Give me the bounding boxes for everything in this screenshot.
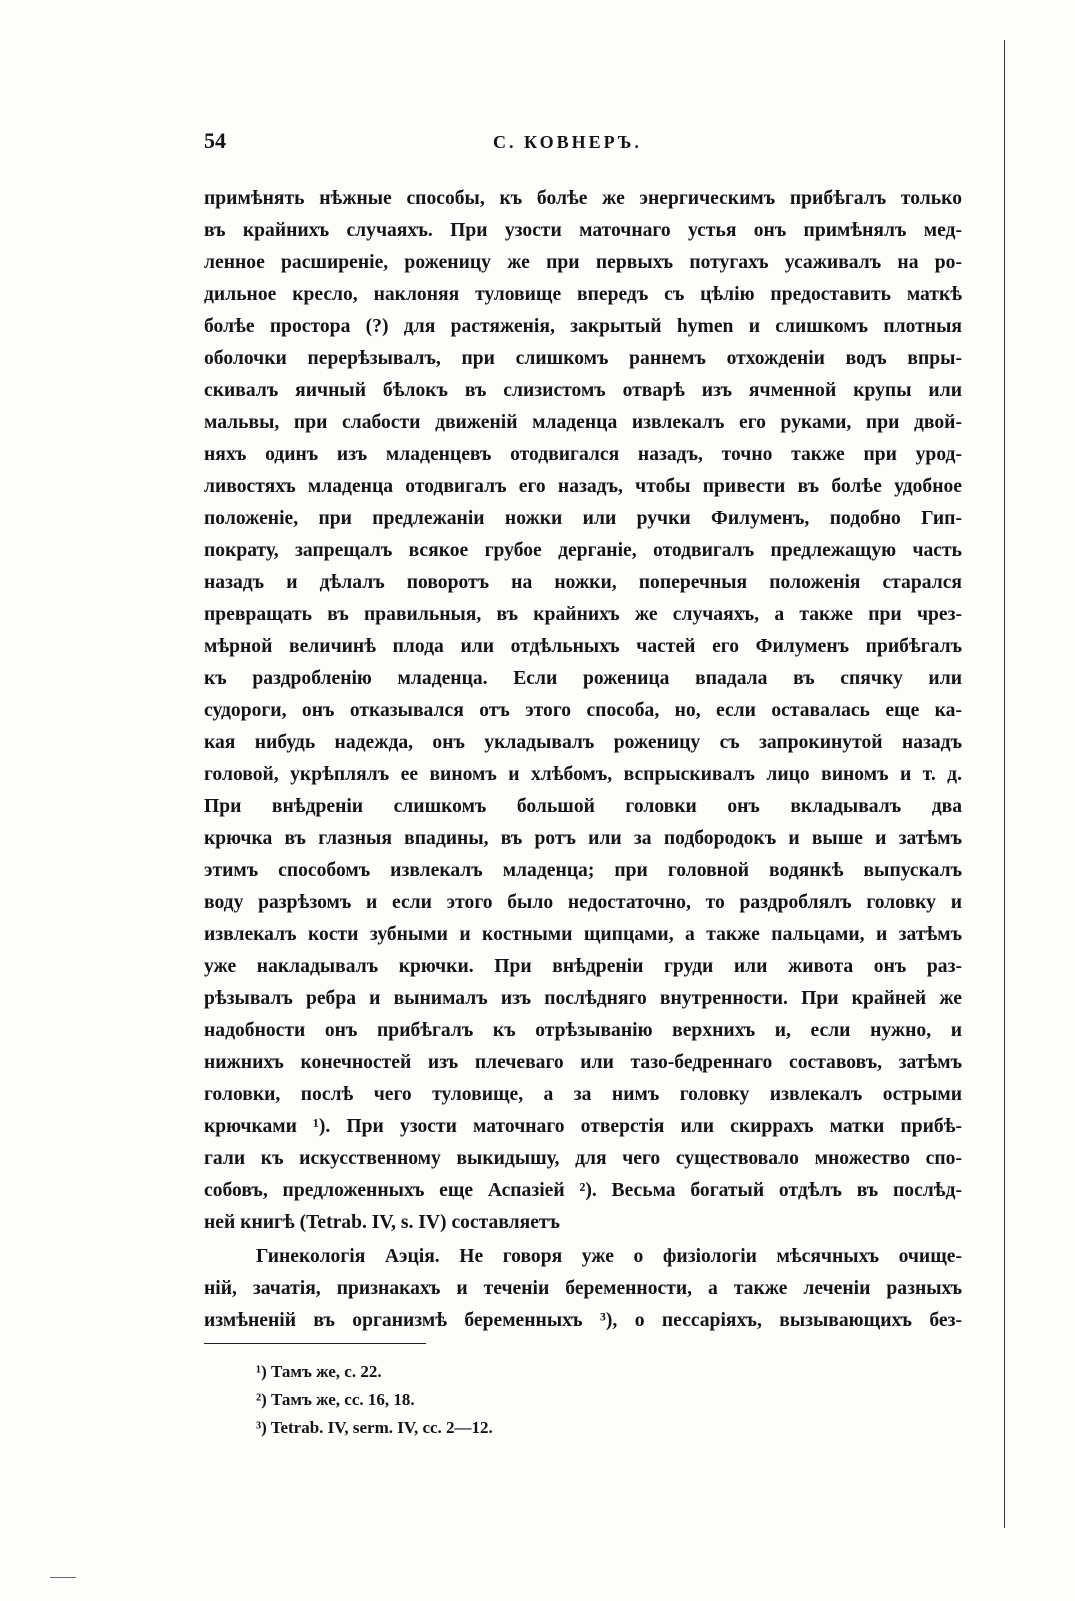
- text-line: крючка въ глазныя впадины, въ ротъ или за подбородокъ и выше и затѣмъ: [204, 828, 962, 849]
- text-line: измѣненій въ организмѣ беременныхъ ³), о пессаріяхъ, вызывающихъ без-: [204, 1310, 962, 1331]
- text-line: собовъ, предложенныхъ еще Аспазіей ²). Весьма богатый отдѣлъ въ послѣд-: [204, 1180, 962, 1201]
- text-line: головой, укрѣплялъ ее виномъ и хлѣбомъ, вспрыскивалъ лицо виномъ и т. д.: [204, 764, 962, 785]
- text-line: головки, послѣ чего туловище, а за нимъ головку извлекалъ острыми: [204, 1084, 962, 1105]
- text-line: извлекалъ кости зубными и костными щипцами, а также пальцами, и затѣмъ: [204, 924, 962, 945]
- text-line: мѣрной величинѣ плода или отдѣльныхъ частей его Филуменъ прибѣгалъ: [204, 636, 962, 657]
- right-margin-rule: [1004, 40, 1005, 1528]
- text-line: При внѣдреніи слишкомъ большой головки онъ вкладывалъ два: [204, 796, 962, 817]
- text-line: ливостяхъ младенца отодвигалъ его назадъ, чтобы привести въ болѣе удобное: [204, 476, 962, 497]
- text-line: положеніе, при предлежаніи ножки или ручки Филуменъ, подобно Гип-: [204, 508, 962, 529]
- text-line: этимъ способомъ извлекалъ младенца; при головной водянкѣ выпускалъ: [204, 860, 962, 881]
- text-line: назадъ и дѣлалъ поворотъ на ножки, поперечныя положенія старался: [204, 572, 962, 593]
- text-line: ней книгѣ (Tetrab. IV, s. IV) составляетъ: [204, 1212, 560, 1233]
- footnote: ¹) Тамъ же, с. 22.: [256, 1362, 382, 1381]
- text-line: дильное кресло, наклоняя туловище впередъ съ цѣлію предоставить маткѣ: [204, 284, 962, 305]
- text-line: рѣзывалъ ребра и вынималъ изъ послѣдняго внутренности. При крайней же: [204, 988, 962, 1009]
- text-line: пократу, запрещалъ всякое грубое дерганіе, отодвигалъ предлежащую часть: [204, 540, 962, 561]
- page-number: 54: [204, 128, 226, 153]
- text-line: ленное расширеніе, роженицу же при первыхъ потугахъ усаживалъ на ро-: [204, 252, 962, 273]
- text-line: къ раздробленію младенца. Если роженица впадала въ спячку или: [204, 668, 962, 689]
- text-line: болѣе простора (?) для растяженія, закрытый hymen и слишкомъ плотныя: [204, 316, 962, 337]
- footnote: ²) Тамъ же, сс. 16, 18.: [256, 1390, 415, 1409]
- text-line: мальвы, при слабости движеній младенца извлекалъ его руками, при двой-: [204, 412, 962, 433]
- text-line: няхъ одинъ изъ младенцевъ отодвигался назадъ, точно также при урод-: [204, 444, 962, 465]
- text-line: примѣнять нѣжные способы, къ болѣе же энергическимъ прибѣгалъ только: [204, 188, 962, 209]
- footnote-rule: [204, 1343, 426, 1344]
- text-line: превращать въ правильныя, въ крайнихъ же случаяхъ, а также при чрез-: [204, 604, 962, 625]
- running-title: С. КОВНЕРЪ.: [493, 132, 642, 152]
- text-line: скивалъ яичный бѣлокъ въ слизистомъ отварѣ изъ ячменной крупы или: [204, 380, 962, 401]
- margin-dash: [50, 1577, 76, 1578]
- text-line: крючками ¹). При узости маточнаго отверстія или скиррахъ матки прибѣ-: [204, 1116, 962, 1137]
- text-line: нижнихъ конечностей изъ плечеваго или тазо-бедреннаго составовъ, затѣмъ: [204, 1052, 962, 1073]
- text-line: судороги, онъ отказывался отъ этого способа, но, если оставалась еще ка-: [204, 700, 962, 721]
- text-line: кая нибудь надежда, онъ укладывалъ роженицу съ запрокинутой назадъ: [204, 732, 962, 753]
- text-line: Гинекологія Аэція. Не говоря уже о физіологіи мѣсячныхъ очище-: [256, 1246, 962, 1267]
- text-line: въ крайнихъ случаяхъ. При узости маточнаго устья онъ примѣнялъ мед-: [204, 220, 962, 241]
- text-line: воду разрѣзомъ и если этого было недостаточно, то раздроблялъ головку и: [204, 892, 962, 913]
- text-line: уже накладывалъ крючки. При внѣдреніи груди или живота онъ раз-: [204, 956, 962, 977]
- text-line: оболочки перерѣзывалъ, при слишкомъ раннемъ отхожденіи водъ впры-: [204, 348, 962, 369]
- text-line: надобности онъ прибѣгалъ къ отрѣзыванію верхнихъ и, если нужно, и: [204, 1020, 962, 1041]
- text-line: ній, зачатія, признакахъ и теченіи беременности, а также леченіи разныхъ: [204, 1278, 962, 1299]
- footnote: ³) Tetrab. IV, serm. IV, сс. 2—12.: [256, 1418, 493, 1437]
- text-line: гали къ искусственному выкидышу, для чего существовало множество спо-: [204, 1148, 962, 1169]
